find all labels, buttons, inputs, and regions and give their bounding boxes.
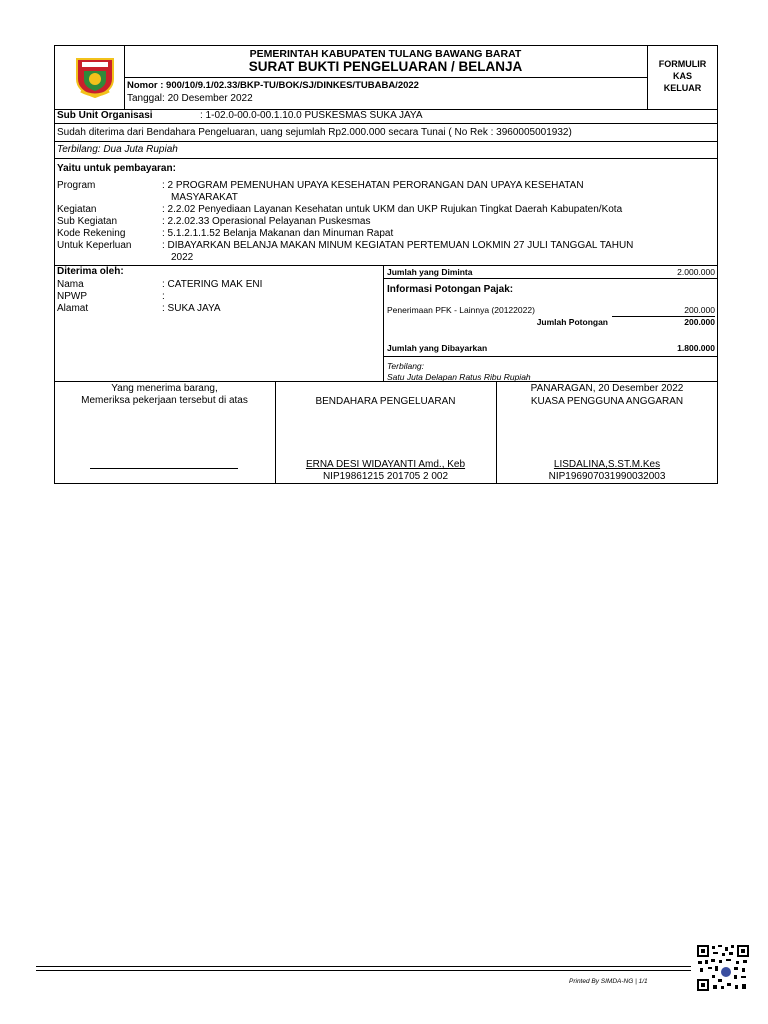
- sub-unit-label: Sub Unit Organisasi: [57, 110, 153, 121]
- footer-rule-2: [36, 970, 691, 971]
- receipt-text: Sudah diterima dari Bendahara Pengeluaran, uang sejumlah Rp2.000.000 secara Tunai ( No Rek : 3960005001932): [57, 127, 572, 138]
- keperluan-value-2: 2022: [171, 252, 194, 263]
- receiver-line-1: Yang menerima barang,: [111, 383, 218, 394]
- sub-unit-value: : 1-02.0-00.0-00.1.10.0 PUSKESMAS SUKA JAYA: [200, 110, 423, 121]
- budget-authority-name: LISDALINA,S.ST.M.Kes: [553, 459, 661, 470]
- regency-logo: [71, 53, 119, 99]
- document-title: SURAT BUKTI PENGELUARAN / BELANJA: [248, 59, 523, 74]
- receipt-terbilang: Terbilang: Dua Juta Rupiah: [57, 144, 178, 155]
- npwp-value: :: [162, 291, 165, 302]
- signature-top-rule: [54, 381, 718, 382]
- payment-heading: Yaitu untuk pembayaran:: [57, 163, 176, 174]
- footer-rule-1: [36, 966, 691, 967]
- terbilang-amount: Satu Juta Delapan Ratus Ribu Rupiah: [387, 372, 531, 382]
- kode-rekening-label: Kode Rekening: [57, 228, 126, 239]
- sub-kegiatan-label: Sub Kegiatan: [57, 216, 118, 227]
- sub-kegiatan-value: : 2.2.02.33 Operasional Pelayanan Puskesmas: [162, 216, 371, 227]
- nama-value: : CATERING MAK ENI: [162, 279, 263, 290]
- budget-authority-title: KUASA PENGGUNA ANGGARAN: [530, 396, 684, 407]
- npwp-label: NPWP: [57, 291, 87, 302]
- government-name: PEMERINTAH KABUPATEN TULANG BAWANG BARAT: [249, 48, 522, 60]
- receiver-signature-line: [90, 468, 238, 469]
- jumlah-dibayarkan-value: 1.800.000: [677, 343, 715, 353]
- kegiatan-value: : 2.2.02 Penyediaan Layanan Kesehatan untuk UKM dan UKP Rujukan Tingkat Daerah Kabupaten/Kota: [162, 204, 623, 215]
- form-label-1: FORMULIR: [658, 59, 707, 69]
- keperluan-value-1: : DIBAYARKAN BELANJA MAKAN MINUM KEGIATAN PERTEMUAN LOKMIN 27 JULI TANGGAL TAHUN: [162, 240, 634, 251]
- receiver-line-2: Memeriksa pekerjaan tersebut di atas: [81, 395, 248, 406]
- document-date: Tanggal: 20 Desember 2022: [127, 93, 253, 104]
- jumlah-potongan-label: Jumlah Potongan: [536, 317, 608, 327]
- printed-by: Printed By SIMDA-NG | 1/1: [569, 978, 648, 985]
- qr-code-icon: [696, 944, 750, 992]
- pfk-value: 200.000: [684, 305, 715, 315]
- program-label: Program: [57, 180, 96, 191]
- recipient-heading: Diterima oleh:: [57, 266, 124, 277]
- form-label-3: KELUAR: [663, 83, 702, 93]
- form-label-2: KAS: [672, 71, 692, 81]
- treasurer-name: ERNA DESI WIDAYANTI Amd., Keb: [305, 459, 466, 470]
- place-date: PANARAGAN, 20 Desember 2022: [530, 383, 684, 394]
- terbilang-rule: [54, 158, 718, 159]
- diminta-rule: [383, 278, 718, 279]
- alamat-label: Alamat: [57, 303, 89, 314]
- jumlah-diminta-label: Jumlah yang Diminta: [387, 267, 473, 277]
- jumlah-potongan-value: 200.000: [684, 317, 715, 327]
- program-value-1: : 2 PROGRAM PEMENUHAN UPAYA KESEHATAN PERORANGAN DAN UPAYA KESEHATAN: [162, 180, 584, 191]
- header-inner-rule: [124, 77, 647, 78]
- treasurer-nip: NIP19861215 201705 2 002: [322, 471, 449, 482]
- recipient-divider: [383, 265, 384, 381]
- receipt-rule: [54, 141, 718, 142]
- pfk-label: Penerimaan PFK - Lainnya (20122022): [387, 305, 535, 315]
- terbilang-label: Terbilang:: [387, 361, 425, 371]
- alamat-value: : SUKA JAYA: [162, 303, 221, 314]
- sub-unit-rule: [54, 123, 718, 124]
- jumlah-dibayarkan-label: Jumlah yang Dibayarkan: [387, 343, 488, 353]
- treasurer-title: BENDAHARA PENGELUARAN: [315, 396, 456, 407]
- document-number: Nomor : 900/10/9.1/02.33/BKP-TU/BOK/SJ/DINKES/TUBABA/2022: [127, 80, 419, 91]
- kode-rekening-value: : 5.1.2.1.1.52 Belanja Makanan dan Minuman Rapat: [162, 228, 394, 239]
- dibayarkan-rule: [383, 356, 718, 357]
- keperluan-label: Untuk Keperluan: [57, 240, 132, 251]
- kegiatan-label: Kegiatan: [57, 204, 97, 215]
- tax-heading: Informasi Potongan Pajak:: [387, 284, 514, 295]
- program-value-2: MASYARAKAT: [171, 192, 238, 203]
- budget-authority-nip: NIP196907031990032003: [548, 471, 666, 482]
- nama-label: Nama: [57, 279, 84, 290]
- jumlah-diminta-value: 2.000.000: [677, 267, 715, 277]
